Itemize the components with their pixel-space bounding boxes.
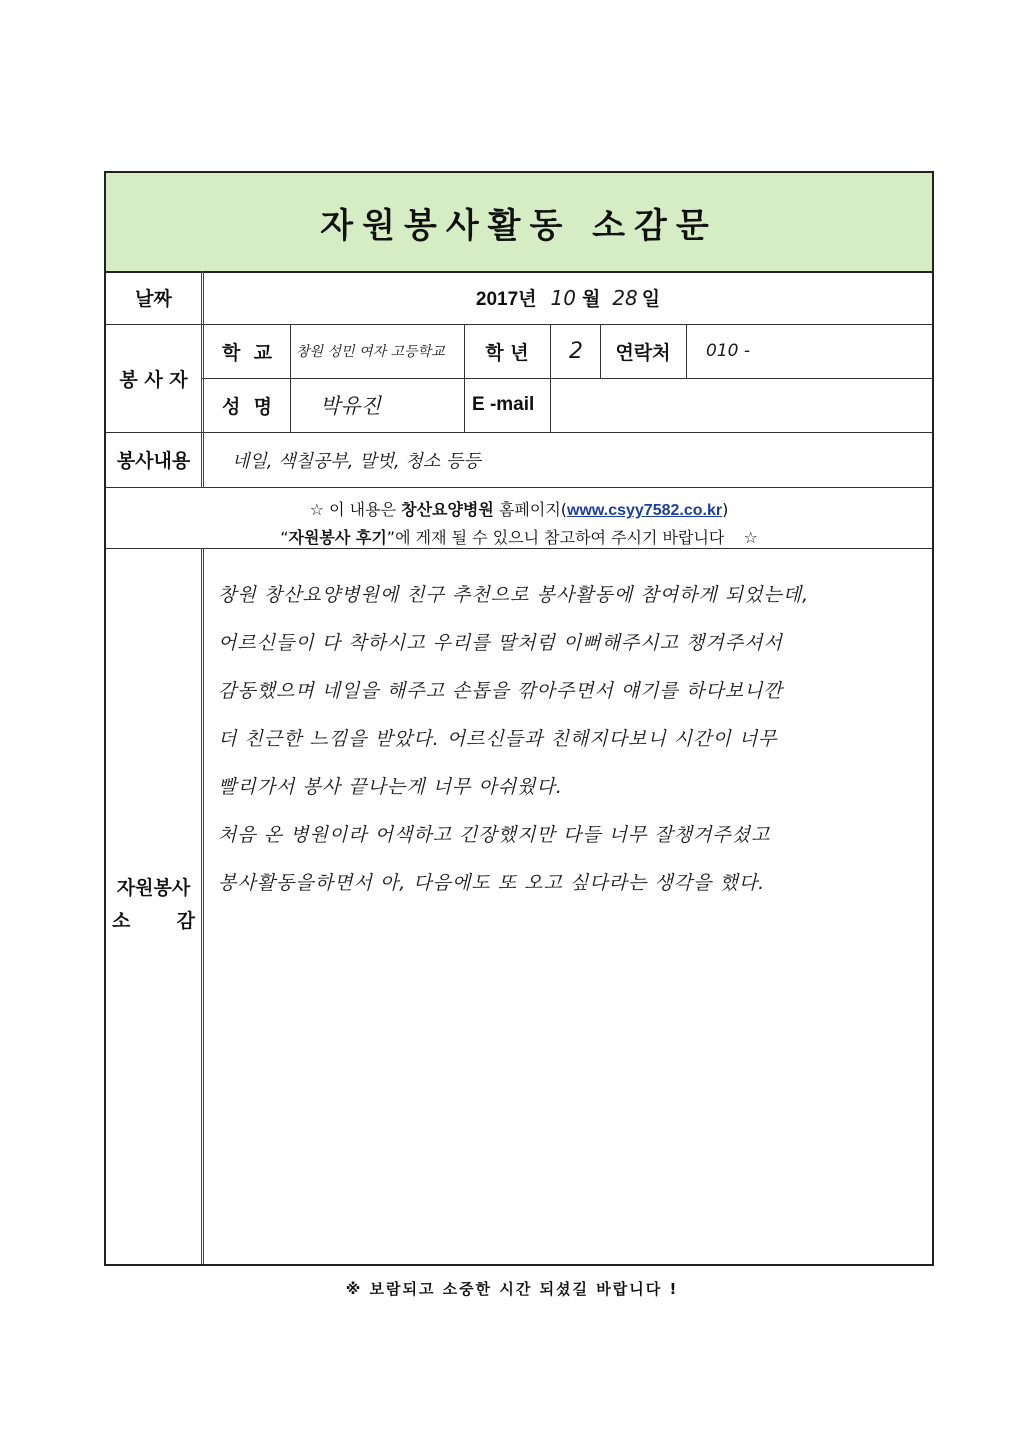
notice-text: 홈페이지( bbox=[493, 500, 568, 519]
star-icon: ☆ bbox=[743, 528, 758, 547]
reflection-textarea[interactable] bbox=[218, 571, 930, 907]
email-field[interactable] bbox=[552, 378, 928, 432]
notice-line-1 bbox=[106, 497, 932, 520]
notice-text: 이 내용은 bbox=[329, 500, 402, 519]
reflection-line: 봉사활동을하면서 아, 다음에도 또 오고 싶다라는 생각을 했다. bbox=[218, 872, 766, 894]
notice-text: “ bbox=[280, 528, 289, 547]
row-divider bbox=[106, 487, 932, 488]
reflection-line: 더 친근한 느낌을 받았다. 어르신들과 친해지다보니 시간이 너무 bbox=[218, 728, 778, 750]
school-field[interactable]: 창원 성민 여자 고등학교 bbox=[296, 344, 445, 360]
grade-label: 학 년 bbox=[485, 341, 529, 364]
date-label: 날짜 bbox=[135, 288, 172, 310]
reflection-label-char: 소 bbox=[112, 910, 131, 932]
notice-line-2 bbox=[106, 525, 932, 548]
closing-message: ※ 보람되고 소중한 시간 되셨길 바랍니다 ! bbox=[345, 1280, 679, 1298]
col-divider bbox=[201, 548, 204, 1264]
reflection-label-char: 감 bbox=[176, 910, 195, 932]
notice-text: ”에 게재 될 수 있으니 참고하여 주시기 바랍니다 bbox=[386, 528, 725, 547]
form-title: 자원봉사활동 소감문 bbox=[320, 205, 718, 246]
email-label: E -mail bbox=[472, 394, 535, 415]
publication-notice bbox=[106, 491, 932, 551]
reflection-line: 빨리가서 봉사 끝나는게 너무 아쉬웠다. bbox=[218, 776, 563, 798]
name-label: 성 명 bbox=[222, 395, 272, 418]
date-day-value[interactable]: 28 bbox=[612, 285, 638, 310]
volunteer-label: 봉 사 자 bbox=[119, 368, 188, 391]
reflection-line: 감동했으며 네일을 해주고 손톱을 깎아주면서 얘기를 하다보니깐 bbox=[218, 680, 783, 702]
service-field[interactable]: 네일, 색칠공부, 말벗, 청소 등등 bbox=[232, 450, 481, 472]
homepage-link[interactable]: www.csyy7582.co.kr bbox=[567, 502, 723, 519]
reflection-line: 처음 온 병원이라 어색하고 긴장했지만 다들 너무 잘챙겨주셨고 bbox=[218, 824, 771, 846]
review-section-name: 자원봉사 후기 bbox=[288, 528, 387, 547]
contact-label: 연락처 bbox=[615, 341, 671, 364]
reflection-line: 창원 창산요양병원에 친구 추천으로 봉사활동에 참여하게 되었는데, bbox=[218, 584, 810, 606]
reflection-line: 어르신들이 다 착하시고 우리를 딸처럼 이뻐해주시고 챙겨주셔서 bbox=[218, 632, 783, 654]
star-icon: ☆ bbox=[309, 500, 325, 519]
reflection-label bbox=[106, 873, 201, 953]
hospital-name: 창산요양병원 bbox=[401, 500, 494, 519]
school-label: 학 교 bbox=[222, 341, 272, 364]
date-year: 2017년 bbox=[475, 289, 537, 310]
service-label: 봉사내용 bbox=[116, 450, 191, 472]
col-divider bbox=[686, 324, 687, 378]
date-day-unit: 일 bbox=[641, 289, 661, 310]
date-month-unit: 월 bbox=[581, 289, 601, 310]
form-title-band bbox=[106, 173, 932, 273]
notice-text: ) bbox=[722, 500, 729, 519]
reflection-label-line-1: 자원봉사 bbox=[116, 877, 191, 899]
date-value bbox=[204, 271, 932, 324]
contact-field[interactable]: 010 - bbox=[706, 341, 750, 361]
reflection-label-line-2 bbox=[106, 900, 201, 933]
grade-field[interactable]: 2 bbox=[569, 338, 583, 364]
volunteer-reflection-form bbox=[104, 171, 934, 1266]
name-field[interactable]: 박유진 bbox=[320, 394, 381, 418]
date-month-value[interactable]: 10 bbox=[550, 285, 576, 310]
col-divider bbox=[550, 324, 551, 432]
col-divider bbox=[290, 324, 291, 432]
